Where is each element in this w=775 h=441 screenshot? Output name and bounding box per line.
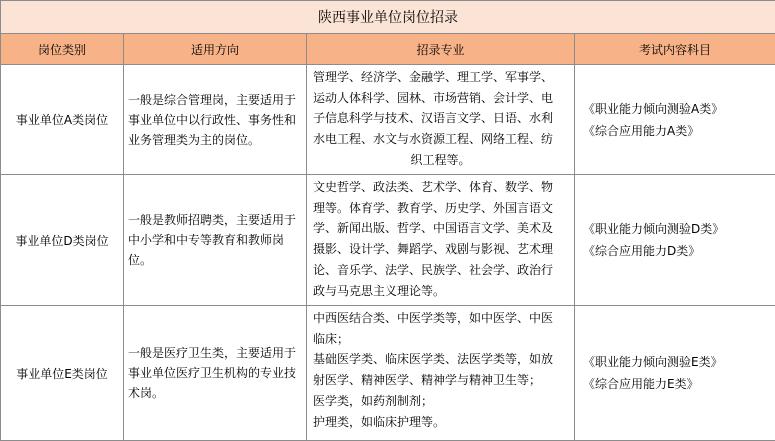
major-line: 护理类，如临床护理等。 [313, 412, 568, 433]
row-direction: 一般是综合管理岗，主要适用于事业单位中以行政性、事务性和业务管理类为主的岗位。 [124, 65, 307, 175]
header-row [1, 34, 775, 65]
header-category: 岗位类别 [1, 34, 124, 65]
exam-item: 《综合应用能力E类》 [583, 373, 767, 395]
row-majors [307, 306, 575, 441]
row-direction: 一般是医疗卫生类，主要适用于事业单位医疗卫生机构的专业技术岗。 [124, 306, 307, 441]
header-direction: 适用方向 [124, 34, 307, 65]
exam-item: 《职业能力倾向测验A类》 [583, 98, 767, 120]
exam-item: 《职业能力倾向测验D类》 [583, 218, 767, 240]
row-exams [575, 65, 775, 175]
major-line: 临床； [313, 329, 568, 350]
major-line: 中西医结合类、中医学类等，如中医学、中医 [313, 308, 568, 329]
row-category: 事业单位D类岗位 [1, 175, 124, 306]
major-line: 运动人体科学、园林、市场营销、会计学、电 [313, 88, 568, 109]
major-line: 学、新闻出版、哲学、中国语言文学、美术及 [313, 218, 568, 239]
major-line: 基础医学类、临床医学类、法医学类等，如放 [313, 349, 568, 370]
major-line: 摄影、设计学、舞蹈学、戏剧与影视、艺术理 [313, 239, 568, 260]
row-category: 事业单位A类岗位 [1, 65, 124, 175]
header-majors: 招录专业 [307, 34, 575, 65]
row-category: 事业单位E类岗位 [1, 306, 124, 441]
table-title: 陕西事业单位岗位招录 [1, 1, 775, 34]
major-line: 水电工程、水文与水资源工程、网络工程、纺 [313, 129, 568, 150]
major-line: 管理学、经济学、金融学、理工学、军事学、 [313, 67, 568, 88]
title-row [1, 1, 775, 34]
exam-item: 《综合应用能力A类》 [583, 120, 767, 142]
row-exams [575, 306, 775, 441]
major-line: 医学类，如药剂制剂； [313, 391, 568, 412]
major-line: 政与马克思主义理论等。 [313, 281, 568, 302]
major-line: 子信息科学与技术、汉语言文学、日语、水利 [313, 108, 568, 129]
exam-item: 《综合应用能力D类》 [583, 240, 767, 262]
row-exams [575, 175, 775, 306]
major-line: 理等。体育学、教育学、历史学、外国言语文 [313, 198, 568, 219]
table-row [1, 175, 775, 306]
major-line: 文史哲学、政法类、艺术学、体育、数学、物 [313, 177, 568, 198]
major-line: 织工程等。 [313, 150, 568, 171]
table-row [1, 306, 775, 441]
row-direction: 一般是教师招聘类，主要适用于中小学和中专等教育和教师岗位。 [124, 175, 307, 306]
major-line: 射医学、精神医学、精神学与精神卫生等； [313, 370, 568, 391]
row-majors [307, 65, 575, 175]
major-line: 论、音乐学、法学、民族学、社会学、政治行 [313, 260, 568, 281]
exam-item: 《职业能力倾向测验E类》 [583, 351, 767, 373]
row-majors [307, 175, 575, 306]
table-row [1, 65, 775, 175]
header-exams: 考试内容科目 [575, 34, 775, 65]
